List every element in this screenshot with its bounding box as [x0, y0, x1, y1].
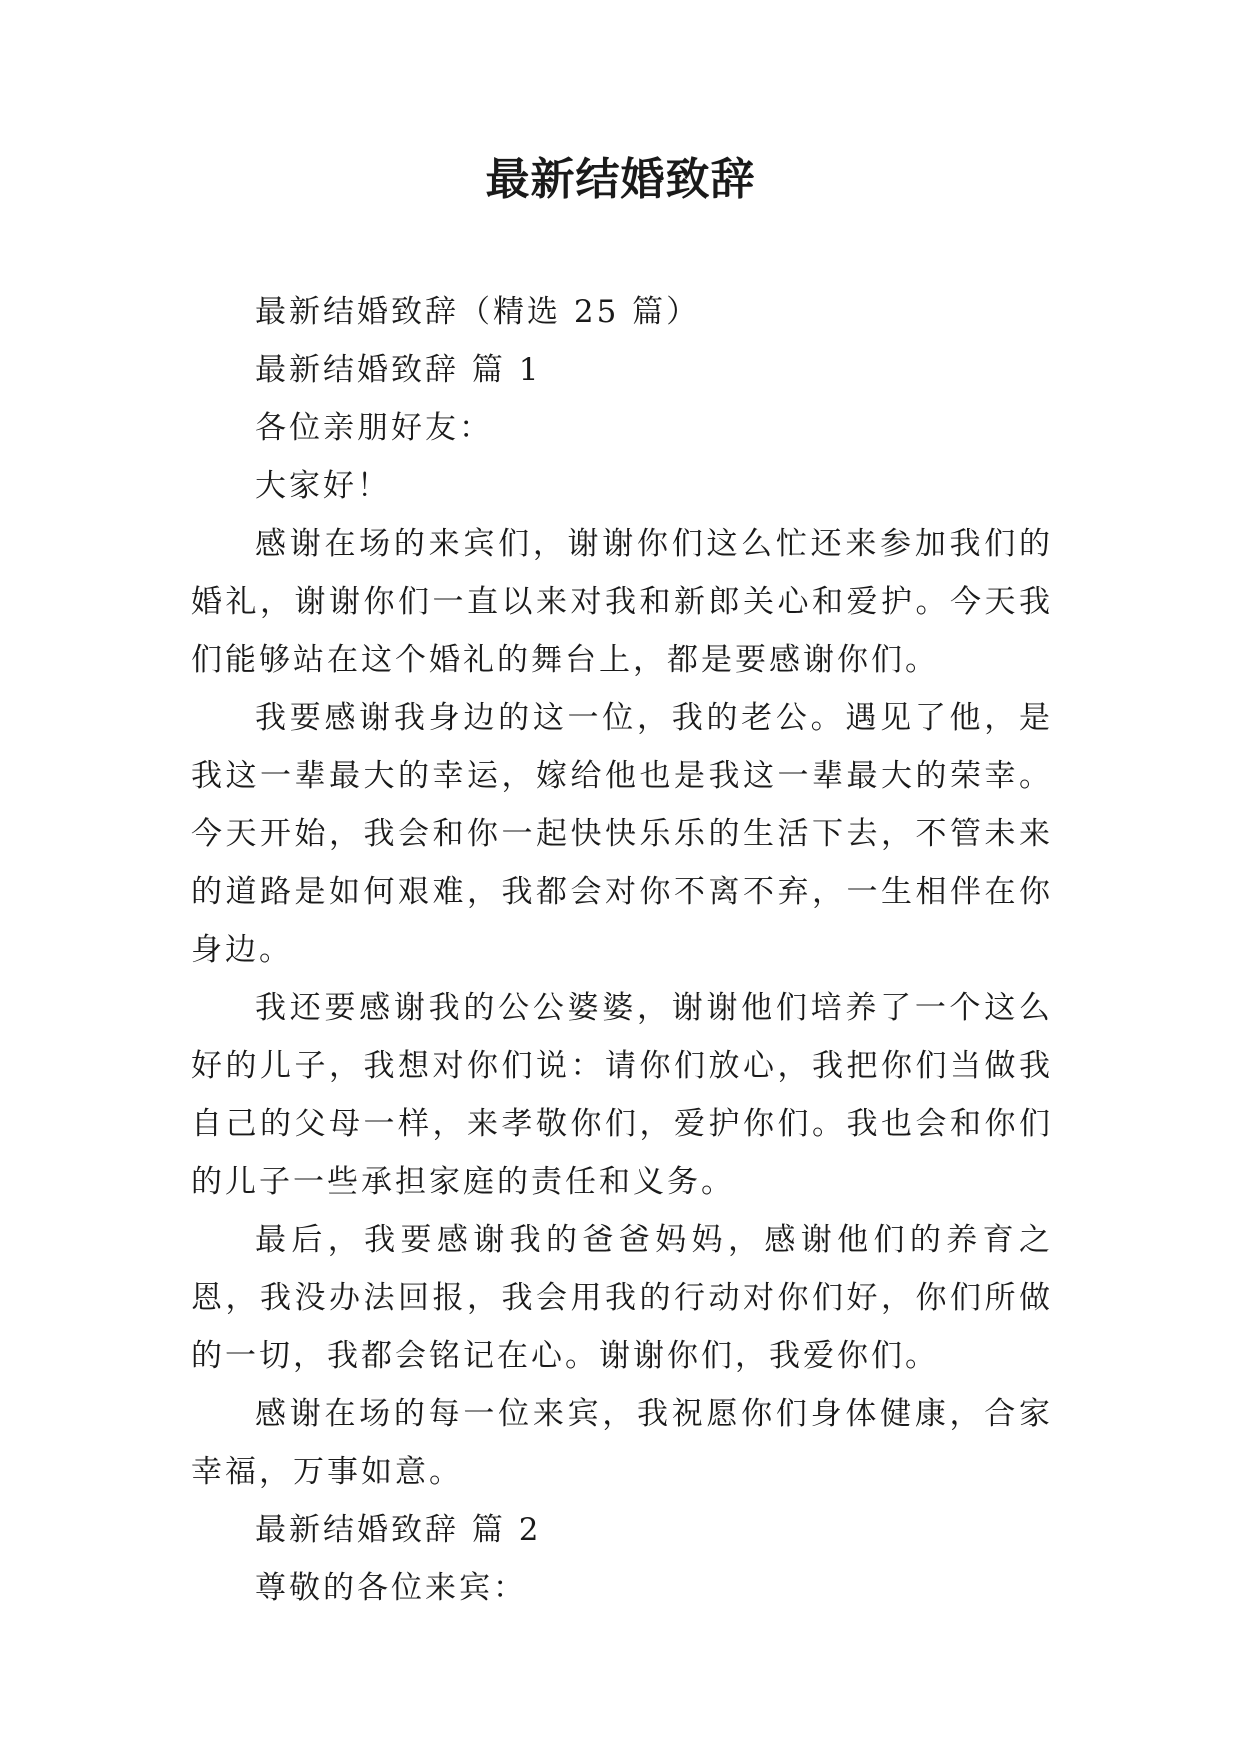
- body-paragraph: 最后，我要感谢我的爸爸妈妈，感谢他们的养育之恩，我没办法回报，我会用我的行动对你们好，你们所做的一切，我都会铭记在心。谢谢你们，我爱你们。: [191, 1222, 1053, 1374]
- body-paragraph: 我还要感谢我的公公婆婆，谢谢他们培养了一个这么好的儿子，我想对你们说：请你们放心，我把你们当做我自己的父母一样，来孝敬你们，爱护你们。我也会和你们的儿子一些承担家庭的责任和义务。: [191, 990, 1053, 1200]
- subtitle-paragraph: 最新结婚致辞（精选 25 篇）: [255, 294, 701, 330]
- body-paragraph: 感谢在场的来宾们，谢谢你们这么忙还来参加我们的婚礼，谢谢你们一直以来对我和新郎关心和爱护。今天我们能够站在这个婚礼的舞台上，都是要感谢你们。: [191, 526, 1053, 678]
- document-title: 最新结婚致辞: [485, 154, 756, 205]
- body-paragraph: 我要感谢我身边的这一位，我的老公。遇见了他，是我这一辈最大的幸运，嫁给他也是我这一辈最大的荣幸。今天开始，我会和你一起快快乐乐的生活下去，不管未来的道路是如何艰难，我都会对你不离不弃，一生相伴在你身边。: [191, 700, 1053, 968]
- salutation-paragraph: 各位亲朋好友：: [255, 410, 493, 446]
- section-heading: 最新结婚致辞 篇 1: [255, 352, 542, 388]
- section-heading: 最新结婚致辞 篇 2: [255, 1512, 542, 1548]
- salutation-paragraph: 尊敬的各位来宾：: [255, 1570, 527, 1606]
- body-paragraph: 感谢在场的每一位来宾，我祝愿你们身体健康，合家幸福，万事如意。: [191, 1396, 1053, 1490]
- greeting-paragraph: 大家好！: [255, 468, 391, 504]
- document-body: [191, 283, 1053, 1617]
